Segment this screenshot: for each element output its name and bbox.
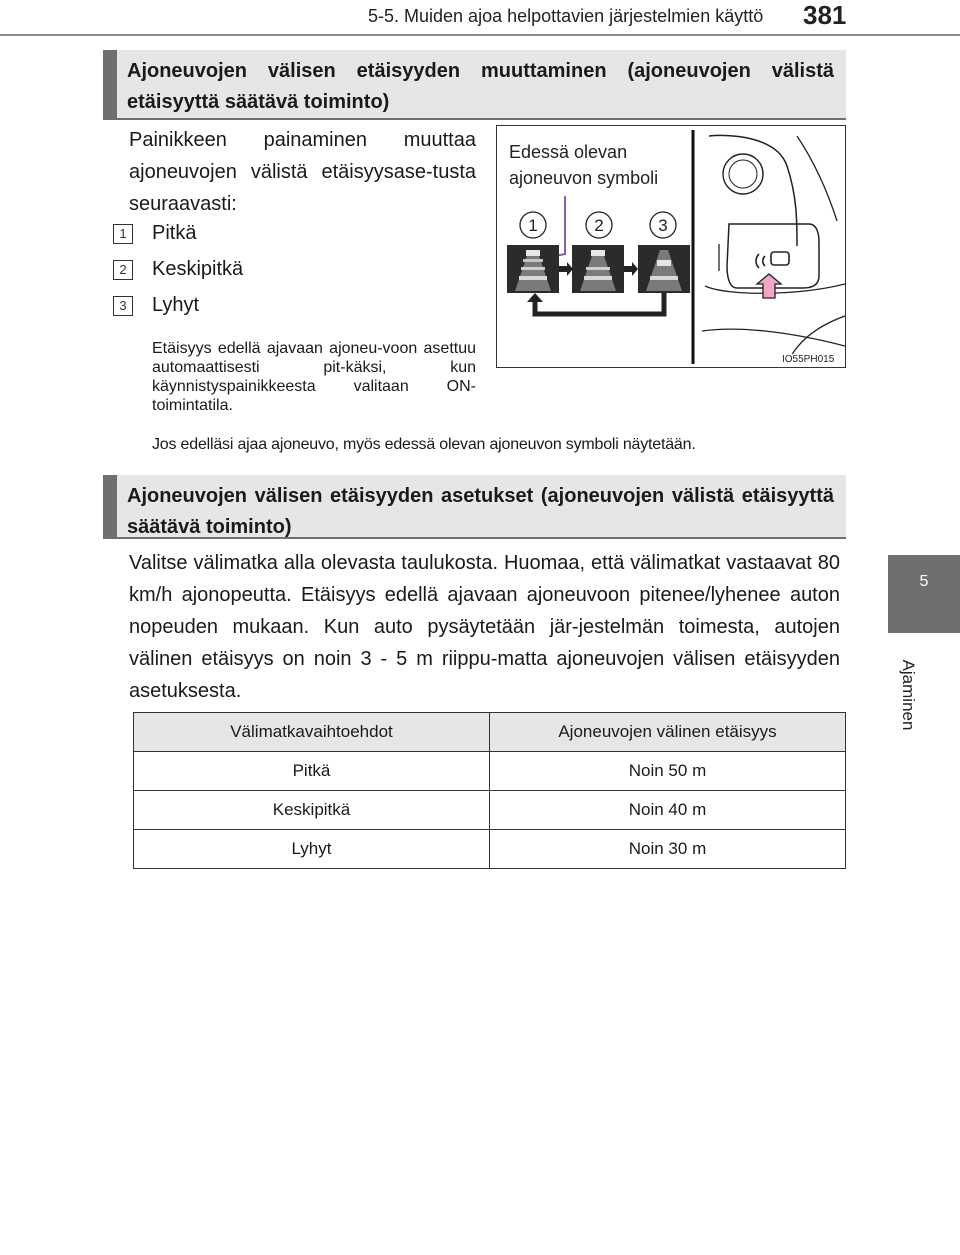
- intro-paragraph: Painikkeen painaminen muuttaa ajoneuvojen välistä etäisyysase-tusta seuraavasti:: [129, 129, 476, 215]
- settings-paragraph: Valitse välimatka alla olevasta taulukosta. Huomaa, että välimatkat vastaavat 80 km/h ajonopeutta. Etäisyys edellä ajavaan ajoneuvoon pitenee/lyhenee auton nopeuden mukaan. Kun auto pysäytetään jär-jestelmän toimesta, autojen välinen etäisyys on noin 3 - 5 m riippu-matta ajoneuvojen välisen etäisyyden asetuksesta.: [129, 552, 840, 702]
- note-vehicle-symbol: Jos edelläsi ajaa ajoneuvo, myös edessä olevan ajoneuvon symboli näytetään.: [152, 436, 696, 453]
- table-cell: Lyhyt: [134, 830, 490, 869]
- list-item-label: Lyhyt: [152, 294, 200, 316]
- table-row: [134, 791, 846, 830]
- section-heading-distance-settings: Ajoneuvojen välisen etäisyyden asetukset (ajoneuvojen välistä etäisyyttä säätävä toiminto): [103, 475, 846, 539]
- table-cell: Noin 40 m: [490, 791, 846, 830]
- chapter-tab-number: 5: [919, 573, 929, 590]
- arrow-up-icon: [527, 293, 543, 302]
- table-row: [134, 752, 846, 791]
- arrow-right-icon: [559, 262, 573, 276]
- marker-3-label: 3: [658, 216, 668, 235]
- section-heading-change-distance: Ajoneuvojen välisen etäisyyden muuttaminen (ajoneuvojen välistä etäisyyttä säätävä toiminto): [103, 50, 846, 120]
- figure-caption-line: ajoneuvon symboli: [509, 168, 659, 188]
- table-cell: Noin 30 m: [490, 830, 846, 869]
- table-header-row: [134, 713, 846, 752]
- table-cell: Keskipitkä: [134, 791, 490, 830]
- steering-switch-area: [702, 135, 845, 364]
- figure-code: IO55PH015: [782, 354, 835, 365]
- marker-2-label: 2: [594, 216, 604, 235]
- chapter-tab: [888, 555, 960, 633]
- chapter-title: 5-5. Muiden ajoa helpottavien järjestelmien käyttö: [368, 6, 764, 26]
- figure-caption: [509, 139, 658, 191]
- distance-settings-table: [133, 712, 846, 869]
- distance-button-icon: [756, 252, 789, 268]
- arrow-right-icon: [624, 262, 638, 276]
- list-item-label: Pitkä: [152, 222, 197, 244]
- press-arrow-icon: [757, 274, 781, 298]
- return-arrow-line: [535, 293, 664, 314]
- display-short-icon: [638, 245, 690, 293]
- figure-caption-line: Edessä olevan: [509, 142, 628, 162]
- header-rule: [0, 34, 960, 36]
- page-number: 381: [803, 0, 847, 30]
- list-item-label: Keskipitkä: [152, 258, 244, 280]
- table-header-cell: Ajoneuvojen välinen etäisyys: [490, 713, 846, 752]
- chapter-tab-label: Ajaminen: [899, 659, 918, 731]
- step-number-badge: 2: [113, 260, 133, 280]
- step-number-badge: 1: [113, 224, 133, 244]
- table-cell: Pitkä: [134, 752, 490, 791]
- table-header-cell: Välimatkavaihtoehdot: [134, 713, 490, 752]
- display-medium-icon: [572, 245, 624, 293]
- note-default-distance: Etäisyys edellä ajavaan ajoneu-voon asettuu automaattisesti pit-käksi, kun käynnistyspainikkeesta valitaan ON-toimintatila.: [152, 340, 476, 414]
- marker-1-label: 1: [528, 216, 538, 235]
- table-cell: Noin 50 m: [490, 752, 846, 791]
- table-row: [134, 830, 846, 869]
- step-number-badge: 3: [113, 296, 133, 316]
- display-long-icon: [507, 245, 559, 293]
